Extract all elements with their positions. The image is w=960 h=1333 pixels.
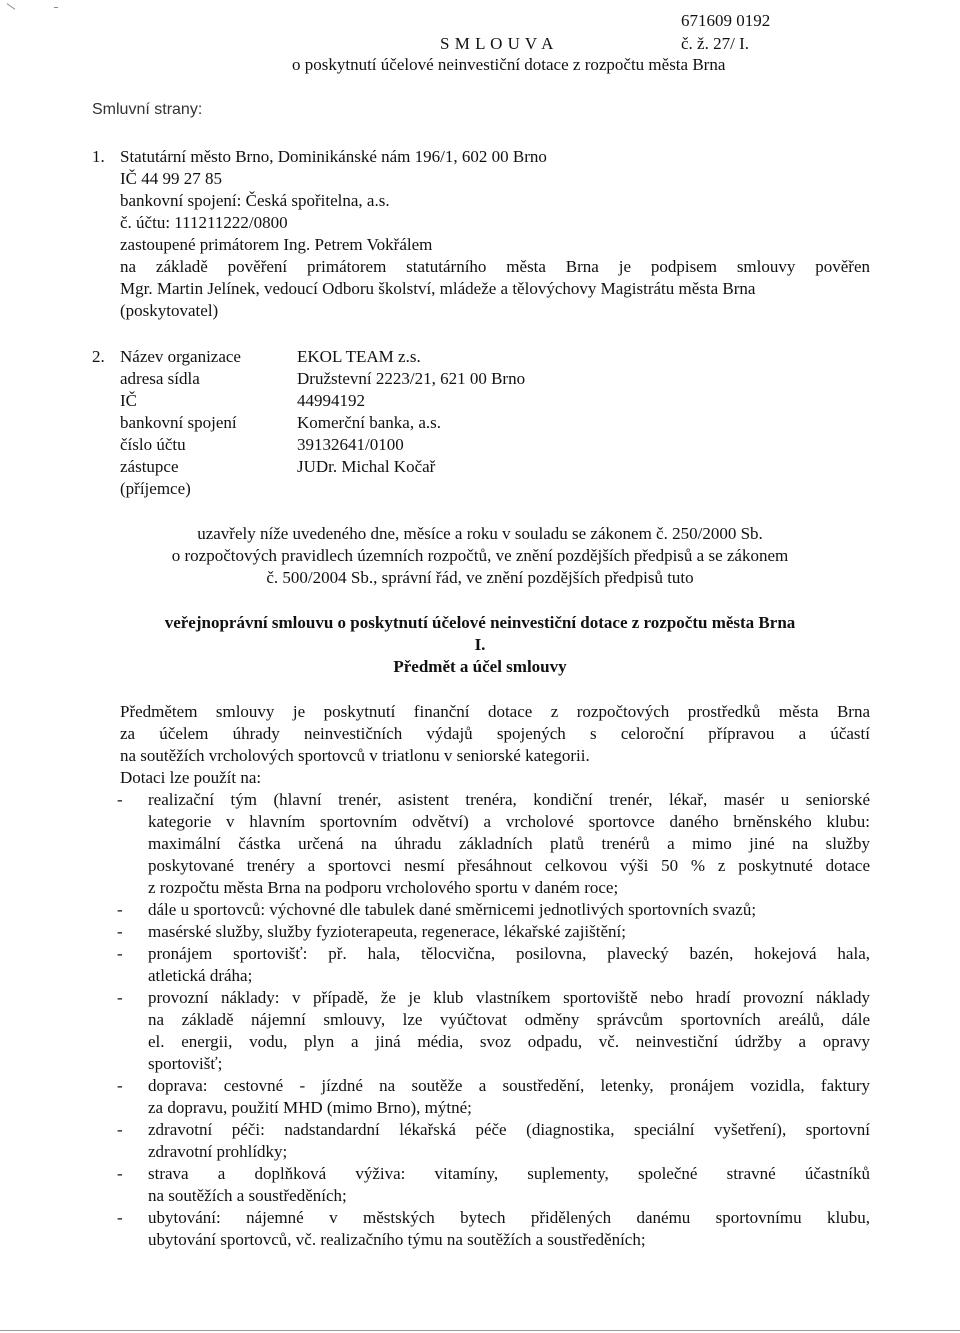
party1-delegate: Mgr. Martin Jelínek, vedoucí Odboru školství, mládeže a tělovýchovy Magistrátu města Brna	[120, 279, 756, 298]
bullet-line: sportovišť;	[148, 1054, 223, 1073]
party1-bank: bankovní spojení: Česká spořitelna, a.s.	[120, 191, 390, 210]
bullet-dash: -	[117, 900, 123, 919]
party2-label-ic: IČ	[120, 391, 137, 410]
party1-ic: IČ 44 99 27 85	[120, 169, 222, 188]
party2-label-address: adresa sídla	[120, 369, 200, 388]
bullet-line: z rozpočtu města Brna na podporu vrcholového sportu v daném roce;	[148, 878, 619, 897]
bullet-line: kategorie v hlavním sportovním odvětví) a vrcholové sportovce daného brněnského klubu:	[148, 812, 870, 831]
intro-line: za účelem úhrady neinvestičních výdajů spojených s celoroční přípravou a účastí	[120, 724, 870, 743]
bullet-line: masérské služby, služby fyzioterapeuta, regenerace, lékařské zajištění;	[148, 922, 626, 941]
party1-number: 1.	[92, 147, 105, 166]
scan-mark	[7, 3, 16, 10]
party2-value-address: Družstevní 2223/21, 621 00 Brno	[297, 369, 526, 388]
party2-value-bank: Komerční banka, a.s.	[297, 413, 441, 432]
bullet-line: atletická dráha;	[148, 966, 253, 985]
bullet-dash: -	[117, 922, 123, 941]
bullet-line: ubytování sportovců, vč. realizačního týmu na soutěžích a soustředěních;	[148, 1230, 646, 1249]
section-title: Předmět a účel smlouvy	[393, 657, 567, 676]
party2-label-role: (příjemce)	[120, 479, 191, 498]
bullet-dash: -	[117, 1120, 123, 1139]
bullet-dash: -	[117, 1076, 123, 1095]
bullet-line: zdravotní prohlídky;	[148, 1142, 288, 1161]
bullet-line: provozní náklady: v případě, že je klub vlastníkem sportoviště nebo hradí provozní náklady	[148, 988, 870, 1007]
bullet-line: zdravotní péči: nadstandardní lékařská péče (diagnostika, speciální vyšetření), sportovní	[148, 1120, 870, 1139]
party2-value-name: EKOL TEAM z.s.	[297, 347, 421, 366]
document-title: S M L O U V A	[440, 34, 554, 53]
page-bottom-rule	[0, 1330, 960, 1331]
bullet-line: maximální částka určená na úhradu základních platů trenérů a mimo jiné na služby	[148, 834, 870, 853]
party2-number: 2.	[92, 347, 105, 366]
bullet-line: ubytování: nájemné v městských bytech přidělených danému sportovnímu klubu,	[148, 1208, 870, 1227]
party2-value-account: 39132641/0100	[297, 435, 404, 454]
bullet-line: dále u sportovců: výchovné dle tabulek dané směrnicemi jednotlivých sportovních svazů;	[148, 900, 757, 919]
party2-value-ic: 44994192	[297, 391, 365, 410]
party1-account: č. účtu: 111211222/0800	[120, 213, 288, 232]
usage-heading: Dotaci lze použít na:	[120, 768, 262, 787]
party2-label-bank: bankovní spojení	[120, 413, 237, 432]
party2-value-representative: JUDr. Michal Kočař	[297, 457, 436, 476]
agreement-line: o rozpočtových pravidlech územních rozpočtů, ve znění pozdějších předpisů a se zákonem	[171, 546, 789, 565]
bullet-line: doprava: cestovné - jízdné na soutěže a soustředění, letenky, pronájem vozidla, faktury	[148, 1076, 870, 1095]
party1-role: (poskytovatel)	[120, 301, 219, 320]
bullet-line: realizační tým (hlavní trenér, asistent trenéra, kondiční trenér, lékař, masér u seniorské	[148, 790, 870, 809]
bullet-dash: -	[117, 1164, 123, 1183]
party2-label-name: Název organizace	[120, 347, 241, 366]
bullet-line: poskytované trenéry a sportovci nesmí přesáhnout celkovou výši 50 % z poskytnuté dotace	[148, 856, 870, 875]
party2-label-representative: zástupce	[120, 457, 179, 476]
agreement-line: č. 500/2004 Sb., správní řád, ve znění pozdějších předpisů tuto	[266, 568, 694, 587]
party1-representative: zastoupené primátorem Ing. Petrem Vokřálem	[120, 235, 433, 254]
scan-mark	[54, 7, 58, 8]
bullet-dash: -	[117, 790, 123, 809]
bullet-dash: -	[117, 1208, 123, 1227]
bullet-line: na soutěžích a soustředěních;	[148, 1186, 347, 1205]
bullet-dash: -	[117, 944, 123, 963]
bullet-line: na základě nájemní smlouvy, lze vyúčtovat odměny správcům sportovních areálů, dále	[148, 1010, 870, 1029]
intro-line: Předmětem smlouvy je poskytnutí finanční dotace z rozpočtových prostředků města Brna	[120, 702, 870, 721]
bullet-dash: -	[117, 988, 123, 1007]
parties-heading: Smluvní strany:	[92, 101, 203, 118]
bullet-line: el. energii, vodu, plyn a jiná média, svoz odpadu, vč. neinvestiční údržby a opravy	[148, 1032, 870, 1051]
document-reference: č. ž. 27/ I.	[681, 34, 749, 53]
contract-title: veřejnoprávní smlouvu o poskytnutí účelové neinvestiční dotace z rozpočtu města Brna	[164, 613, 796, 632]
agreement-line: uzavřely níže uvedeného dne, měsíce a roku v souladu se zákonem č. 250/2000 Sb.	[197, 524, 763, 543]
section-number: I.	[474, 635, 486, 654]
bullet-line: strava a doplňková výživa: vitamíny, suplementy, společné stravné účastníků	[148, 1164, 870, 1183]
party1-name: Statutární město Brno, Dominikánské nám 196/1, 602 00 Brno	[120, 147, 547, 166]
document-subtitle: o poskytnutí účelové neinvestiční dotace z rozpočtu města Brna	[292, 55, 726, 74]
document-number: 671609 0192	[681, 11, 771, 30]
intro-line: na soutěžích vrcholových sportovců v triatlonu v seniorské kategorii.	[120, 746, 590, 765]
party2-label-account: číslo účtu	[120, 435, 186, 454]
bullet-line: pronájem sportovišť: př. hala, tělocvična, posilovna, plavecký bazén, hokejová hala,	[148, 944, 870, 963]
party1-authorization: na základě pověření primátorem statutárního města Brna je podpisem smlouvy pověřen	[120, 257, 870, 276]
bullet-line: za dopravu, použití MHD (mimo Brno), mýtné;	[148, 1098, 472, 1117]
